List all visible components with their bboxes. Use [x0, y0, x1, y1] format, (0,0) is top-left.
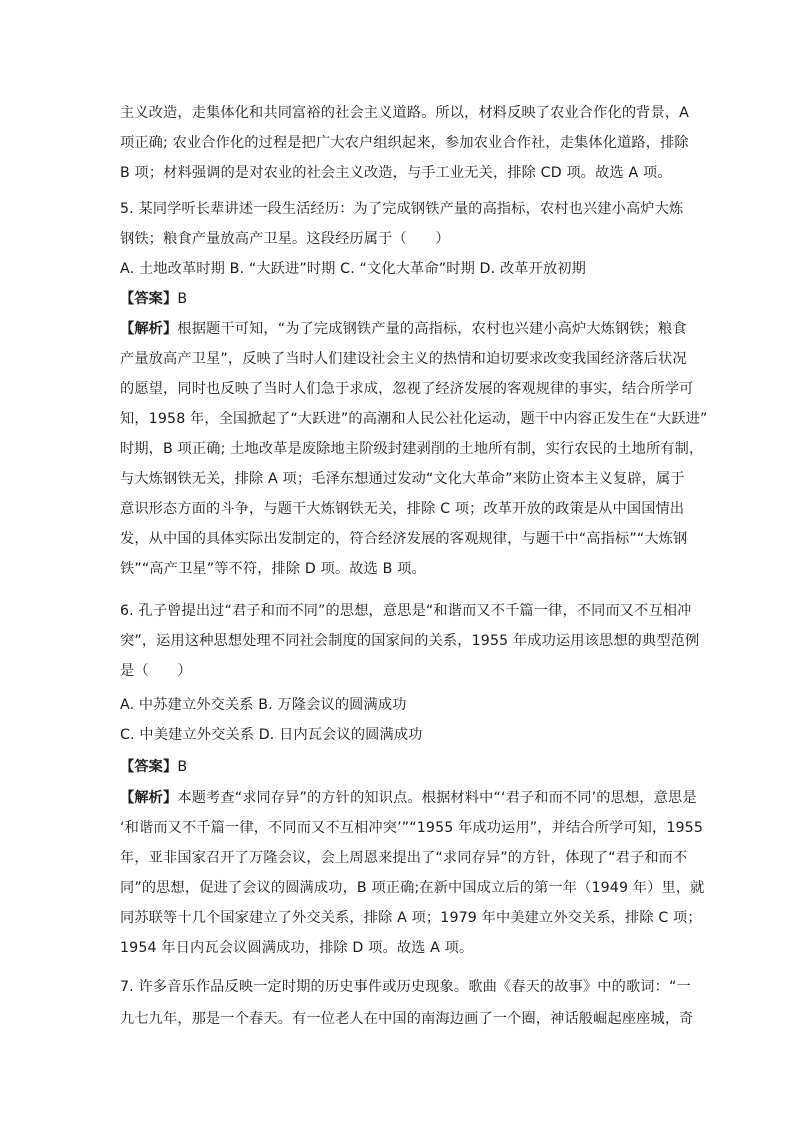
question-6-stem: 6. 孔子曾提出过“君子和而不同”的思想，意思是“和谐而又不千篇一律，不同而又不互相冲 [120, 603, 692, 619]
question-6-stem: 突”，运用这种思想处理不同社会制度的国家间的关系，1955 年成功运用该思想的典型范例 [120, 633, 700, 649]
analysis-label: 【解析】 [120, 321, 178, 337]
question-7-stem: 九七九年，那是一个春天。有一位老人在中国的南海边画了一个圈，神话般崛起座座城，奇 [120, 1011, 694, 1027]
question-6-options: C. 中美建立外交关系 D. 日内瓦会议的圆满成功 [120, 727, 423, 743]
text-line: 知，1958 年，全国掀起了“大跃进”的高潮和人民公社化运动，题干中内容正发生在“大跃进” [120, 411, 708, 427]
text-line: 铁”“高产卫星”等不符，排除 D 项。故选 B 项。 [120, 561, 426, 577]
answer-label: 【答案】 [120, 759, 178, 775]
answer-label: 【答案】 [120, 291, 178, 307]
text-line: 主义改造，走集体化和共同富裕的社会主义道路。所以，材料反映了农业合作化的背景，A [120, 105, 690, 121]
question-6-stem: 是（ ） [120, 663, 192, 679]
text-line: 同”的思想，促进了会议的圆满成功，B 项正确;在新中国成立后的第一年（1949 年）里，就 [120, 880, 705, 896]
answer-line [120, 757, 187, 777]
analysis-label: 【解析】 [120, 790, 178, 806]
question-5-stem: 5. 某同学听长辈讲述一段生活经历：为了完成钢铁产量的高指标，农村也兴建小高炉大炼 [120, 201, 684, 217]
analysis-text: 本题考查“求同存异”的方针的知识点。根据材料中“‘君子和而不同’的思想，意思是 [177, 790, 697, 806]
analysis-line [120, 788, 697, 808]
text-line: 同苏联等十几个国家建立了外交关系，排除 A 项；1979 年中美建立外交关系，排除 C 项； [120, 910, 702, 926]
question-5-options: A. 土地改革时期 B. “大跃进”时期 C. “文化大革命”时期 D. 改革开放初期 [120, 261, 586, 277]
text-line: 项正确; 农业合作化的过程是把广大农户组织起来，参加农业合作社，走集体化道路，排除 [120, 135, 689, 151]
text-line: ‘和谐而又不千篇一律，不同而又不互相冲突’”“1955 年成功运用”，并结合所学可知，1955 [120, 820, 704, 836]
analysis-line [120, 319, 687, 339]
text-line: 发，从中国的具体实际出发制定的，符合经济发展的客观规律，与题干中“高指标”“大炼钢 [120, 531, 688, 547]
answer-value: B [177, 759, 188, 775]
text-line: 的愿望，同时也反映了当时人们急于求成，忽视了经济发展的客观规律的事实，结合所学可 [120, 381, 694, 397]
question-5-stem: 钢铁；粮食产量放高产卫星。这段经历属于（ ） [120, 231, 450, 247]
text-line: 意识形态方面的斗争，与题干大炼钢铁无关，排除 C 项；改革开放的政策是从中国国情出 [120, 501, 685, 517]
text-line: 与大炼钢铁无关，排除 A 项；毛泽东想通过发动“文化大革命”来防止资本主义复辟，属于 [120, 471, 685, 487]
text-line: 1954 年日内瓦会议圆满成功，排除 D 项。故选 A 项。 [120, 940, 474, 956]
text-line: 产量放高产卫星”，反映了当时人们建设社会主义的热情和迫切要求改变我国经济落后状况 [120, 351, 687, 367]
text-line: 年，亚非国家召开了万隆会议，会上周恩来提出了“求同存异”的方针，体现了“君子和而不 [120, 850, 688, 866]
analysis-text: 根据题干可知，“为了完成钢铁产量的高指标，农村也兴建小高炉大炼钢铁；粮食 [177, 321, 687, 337]
answer-line [120, 289, 187, 309]
text-line: B 项；材料强调的是对农业的社会主义改造，与手工业无关，排除 CD 项。故选 A 项。 [120, 165, 672, 181]
question-6-options: A. 中苏建立外交关系 B. 万隆会议的圆满成功 [120, 697, 407, 713]
question-7-stem: 7. 许多音乐作品反映一定时期的历史事件或历史现象。歌曲《春天的故事》中的歌词：“一 [120, 979, 691, 995]
answer-value: B [177, 291, 188, 307]
text-line: 时期，B 项正确; 土地改革是废除地主阶级封建剥削的土地所有制，实行农民的土地所有制， [120, 441, 704, 457]
